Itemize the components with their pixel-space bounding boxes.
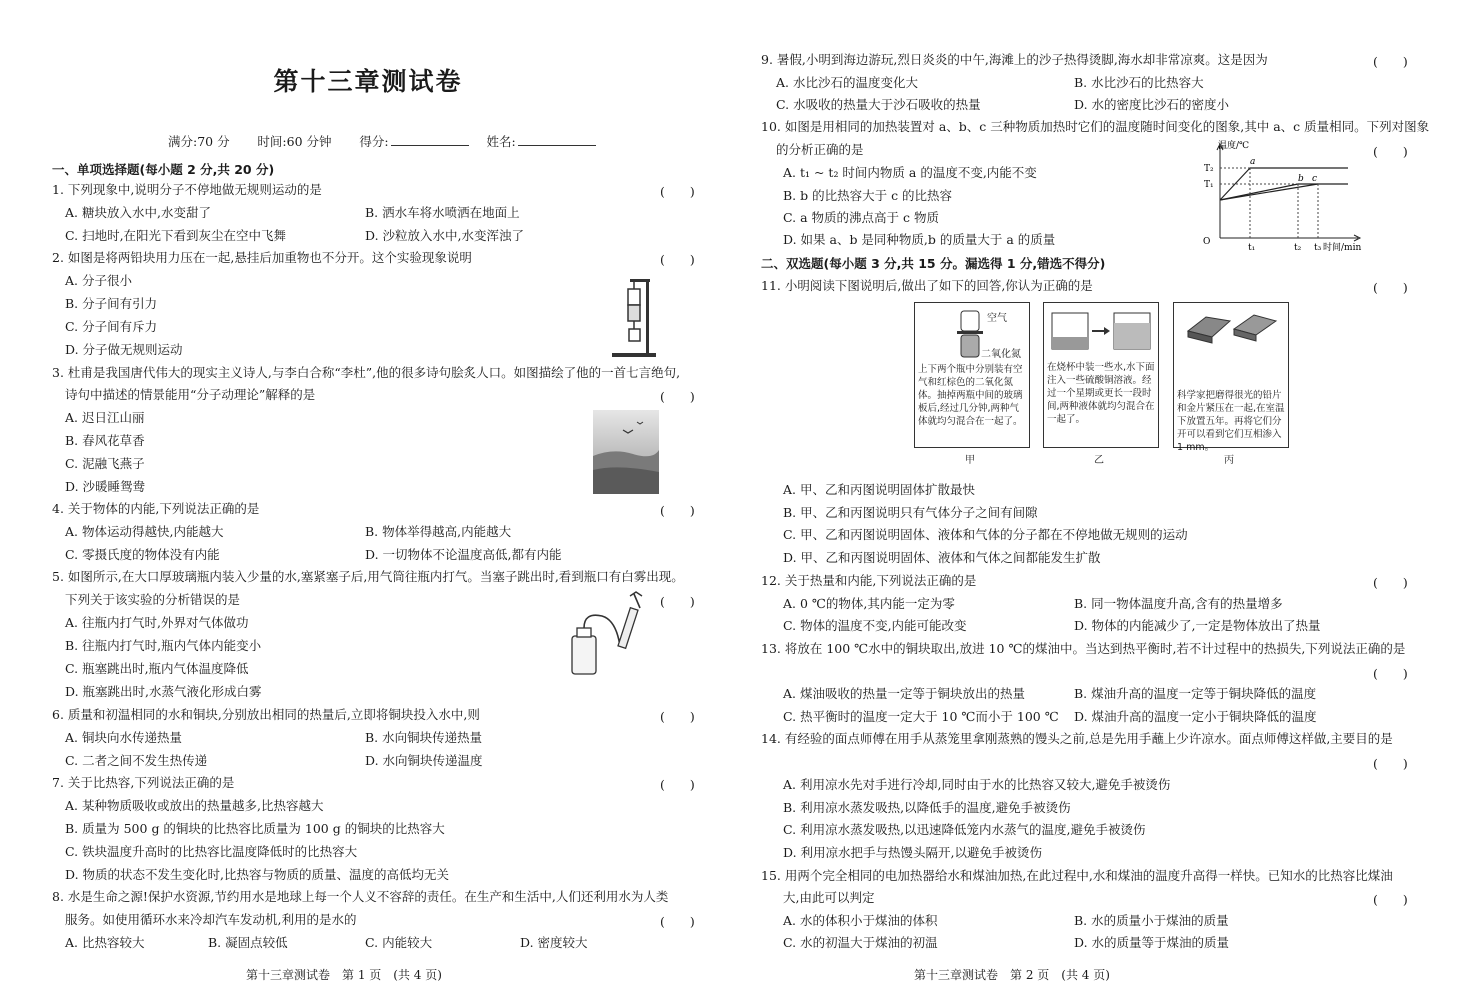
q11-stem: 11. 小明阅读下图说明后,做出了如下的回答,你认为正确的是 xyxy=(761,278,1093,293)
q13-option-d: D. 煤油升高的温度一定小于铜块降低的温度 xyxy=(1074,709,1317,724)
q7-stem: 7. 关于比热容,下列说法正确的是 xyxy=(52,775,235,790)
q13-option-c: C. 热平衡时的温度一定大于 10 ℃而小于 100 ℃ xyxy=(783,709,1059,724)
q4-answer-paren[interactable]: ( ) xyxy=(660,503,695,518)
graph-t3-tick: t₃ xyxy=(1314,243,1322,253)
page-title: 第十三章测试卷 xyxy=(273,67,463,96)
panel-yi xyxy=(1043,302,1159,448)
q7-option-a: A. 某种物质吸收或放出的热量越多,比热容越大 xyxy=(65,798,324,813)
q12-answer-paren[interactable]: ( ) xyxy=(1373,575,1408,590)
q10-option-d: D. 如果 a、b 是同种物质,b 的质量大于 a 的质量 xyxy=(783,232,1056,247)
q7-option-c: C. 铁块温度升高时的比热容比温度降低时的比热容大 xyxy=(65,844,358,859)
panel-jia-text: 上下两个瓶中分别装有空气和红棕色的二氧化氮体。抽掉两瓶中间的玻璃板后,经过几分钟,两种气体就均匀混合在一起了。 xyxy=(918,364,1023,427)
q9-option-c: C. 水吸收的热量大于沙石吸收的热量 xyxy=(776,97,981,112)
q10-option-a: A. t₁ ~ t₂ 时间内物质 a 的温度不变,内能不变 xyxy=(783,165,1037,180)
q6-option-d: D. 水向铜块传递温度 xyxy=(365,753,483,768)
q5-stem-line2: 下列关于该实验的分析错误的是 xyxy=(65,592,241,607)
q5-option-c: C. 瓶塞跳出时,瓶内气体温度降低 xyxy=(65,661,249,676)
q4-option-b: B. 物体举得越高,内能越大 xyxy=(365,524,512,539)
q6-option-a: A. 铜块向水传递热量 xyxy=(65,730,182,745)
page-2 xyxy=(736,0,1473,999)
panel-yi-text: 在烧杯中装一些水,水下面注入一些硫酸铜溶液。经过一个星期或更长一段时间,两种液体就均匀混合在一起了。 xyxy=(1047,362,1155,425)
q5-option-d: D. 瓶塞跳出时,水蒸气液化形成白雾 xyxy=(65,684,262,699)
q11-option-a: A. 甲、乙和丙图说明固体扩散最快 xyxy=(783,482,975,497)
page-footer: 第十三章测试卷 第 1 页 (共 4 页) xyxy=(246,968,442,982)
graph-ylabel: 温度/℃ xyxy=(1218,141,1250,151)
q14-option-b: B. 利用凉水蒸发吸热,以降低手的温度,避免手被烫伤 xyxy=(783,800,1071,815)
graph-origin: O xyxy=(1203,237,1211,247)
q4-option-c: C. 零摄氏度的物体没有内能 xyxy=(65,547,220,562)
q13-option-b: B. 煤油升高的温度一定等于铜块降低的温度 xyxy=(1074,686,1317,701)
curve-b-label: b xyxy=(1298,174,1304,184)
q14-answer-paren[interactable]: ( ) xyxy=(1373,756,1408,771)
q6-option-c: C. 二者之间不发生热传递 xyxy=(65,753,208,768)
curve-c-label: c xyxy=(1312,174,1318,184)
q1-option-d: D. 沙粒放入水中,水变浑浊了 xyxy=(365,228,524,243)
q2-option-d: D. 分子做无规则运动 xyxy=(65,342,183,357)
q1-option-c: C. 扫地时,在阳光下看到灰尘在空中飞舞 xyxy=(65,228,287,243)
q11-option-b: B. 甲、乙和丙图说明只有气体分子之间有间隙 xyxy=(783,505,1038,520)
q8-option-d: D. 密度较大 xyxy=(520,935,588,950)
q8-option-a: A. 比热容较大 xyxy=(65,935,145,950)
graph-t2-label: T₂ xyxy=(1204,164,1214,174)
q6-stem: 6. 质量和初温相同的水和铜块,分别放出相同的热量后,立即将铜块投入水中,则 xyxy=(52,707,480,722)
panel-yi-label: 乙 xyxy=(1094,455,1104,466)
q8-option-b: B. 凝固点较低 xyxy=(208,935,288,950)
q2-stem: 2. 如图是将两铅块用力压在一起,悬挂后加重物也不分开。这个实验现象说明 xyxy=(52,250,472,265)
q1-stem: 1. 下列现象中,说明分子不停地做无规则运动的是 xyxy=(52,182,322,197)
q14-option-d: D. 利用凉水把手与热馒头隔开,以避免手被烫伤 xyxy=(783,845,1042,860)
q10-stem-line1: 10. 如图是用相同的加热装置对 a、b、c 三种物质加热时它们的温度随时间变化的图象,其中 a、c 质量相同。下列对图象 xyxy=(761,119,1430,134)
panel-jia xyxy=(914,302,1030,448)
q4-option-d: D. 一切物体不论温度高低,都有内能 xyxy=(365,547,562,562)
air-label: 空气 xyxy=(987,313,1007,324)
q15-stem-line2: 大,由此可以判定 xyxy=(783,890,875,905)
q4-option-a: A. 物体运动得越快,内能越大 xyxy=(65,524,224,539)
q14-option-c: C. 利用凉水蒸发吸热,以迅速降低笼内水蒸气的温度,避免手被烫伤 xyxy=(783,822,1146,837)
q5-option-b: B. 往瓶内打气时,瓶内气体内能变小 xyxy=(65,638,262,653)
score-line xyxy=(168,132,610,150)
q15-option-c: C. 水的初温大于煤油的初温 xyxy=(783,935,938,950)
q8-stem-line1: 8. 水是生命之源!保护水资源,节约用水是地球上每一个人义不容辞的责任。在生产和生活中,人们还利用水为人类 xyxy=(52,889,669,904)
q8-stem-line2: 服务。如使用循环水来冷却汽车发动机,利用的是水的 xyxy=(65,912,357,927)
graph-t2-tick: t₂ xyxy=(1294,243,1302,253)
q15-option-b: B. 水的质量小于煤油的质量 xyxy=(1074,913,1229,928)
curve-a-label: a xyxy=(1250,157,1256,167)
q15-stem-line1: 15. 用两个完全相同的电加热器给水和煤油加热,在此过程中,水和煤油的温度升高得一样快。已知水的比热容比煤油 xyxy=(761,868,1393,883)
q3-option-b: B. 春风花草香 xyxy=(65,433,145,448)
graph-xlabel: 时间/min xyxy=(1323,243,1362,253)
q11-answer-paren[interactable]: ( ) xyxy=(1373,280,1408,295)
q15-option-d: D. 水的质量等于煤油的质量 xyxy=(1074,935,1230,950)
q9-answer-paren[interactable]: ( ) xyxy=(1373,54,1408,69)
q9-option-a: A. 水比沙石的温度变化大 xyxy=(776,75,918,90)
full-score: 满分:70 分 xyxy=(168,134,230,149)
q9-stem: 9. 暑假,小明到海边游玩,烈日炎炎的中午,海滩上的沙子热得烫脚,海水却非常凉爽。这是因为 xyxy=(761,52,1268,67)
q2-option-a: A. 分子很小 xyxy=(65,273,132,288)
q13-option-a: A. 煤油吸收的热量一定等于铜块放出的热量 xyxy=(783,686,1025,701)
q14-option-a: A. 利用凉水先对手进行冷却,同时由于水的比热容又较大,避免手被烫伤 xyxy=(783,777,1171,792)
landscape-painting-image xyxy=(593,410,659,494)
section-2-heading: 二、双选题(每小题 3 分,共 15 分。漏选得 1 分,错选不得分) xyxy=(761,256,1106,271)
q12-option-b: B. 同一物体温度升高,含有的热量增多 xyxy=(1074,596,1283,611)
q3-option-c: C. 泥融飞燕子 xyxy=(65,456,145,471)
q12-option-d: D. 物体的内能减少了,一定是物体放出了热量 xyxy=(1074,618,1321,633)
panel-bing-text: 科学家把磨得很光的铅片和金片紧压在一起,在室温下放置五年。再将它们分开可以看到它们互相渗入1 mm。 xyxy=(1177,390,1285,453)
q2-answer-paren[interactable]: ( ) xyxy=(660,252,695,267)
page-footer: 第十三章测试卷 第 2 页 (共 4 页) xyxy=(914,968,1110,982)
section-1-heading: 一、单项选择题(每小题 2 分,共 20 分) xyxy=(52,162,275,177)
page-1 xyxy=(0,0,736,999)
q15-option-a: A. 水的体积小于煤油的体积 xyxy=(783,913,938,928)
q3-stem-line1: 3. 杜甫是我国唐代伟大的现实主义诗人,与李白合称“李杜”,他的很多诗句脍炙人口。如图描绘了他的一首七言绝句, xyxy=(52,365,681,380)
graph-t1-tick: t₁ xyxy=(1248,243,1256,253)
q12-option-c: C. 物体的温度不变,内能可能改变 xyxy=(783,618,967,633)
panel-bing-label: 丙 xyxy=(1224,455,1234,466)
q9-option-b: B. 水比沙石的比热容大 xyxy=(1074,75,1204,90)
q3-option-a: A. 迟日江山丽 xyxy=(65,410,145,425)
q13-answer-paren[interactable]: ( ) xyxy=(1373,666,1408,681)
q9-option-d: D. 水的密度比沙石的密度小 xyxy=(1074,97,1230,112)
q10-option-b: B. b 的比热容大于 c 的比热容 xyxy=(783,188,953,203)
q5-answer-paren[interactable]: ( ) xyxy=(660,594,695,609)
score-label: 得分: xyxy=(359,134,389,149)
bottle-pump-figure xyxy=(566,590,656,676)
q13-stem: 13. 将放在 100 ℃水中的铜块取出,放进 10 ℃的煤油中。当达到热平衡时,若不计过程中的热损失,下列说法正确的是 xyxy=(761,641,1406,656)
q10-answer-paren[interactable]: ( ) xyxy=(1373,144,1408,159)
q10-option-c: C. a 物质的沸点高于 c 物质 xyxy=(783,210,939,225)
q6-option-b: B. 水向铜块传递热量 xyxy=(365,730,483,745)
q6-answer-paren[interactable]: ( ) xyxy=(660,709,695,724)
no2-label: 二氧化氮 xyxy=(981,349,1021,360)
q5-stem-line1: 5. 如图所示,在大口厚玻璃瓶内装入少量的水,塞紧塞子后,用气筒往瓶内打气。当塞子跳出时,看到瓶口有白雾出现。 xyxy=(52,569,684,584)
temperature-time-graph xyxy=(1198,138,1373,253)
score-blank[interactable] xyxy=(391,135,469,146)
q7-answer-paren[interactable]: ( ) xyxy=(660,777,695,792)
q15-answer-paren[interactable]: ( ) xyxy=(1373,892,1408,907)
q10-stem-line2: 的分析正确的是 xyxy=(776,142,864,157)
q1-option-b: B. 洒水车将水喷洒在地面上 xyxy=(365,205,520,220)
q3-option-d: D. 沙暖睡鸳鸯 xyxy=(65,479,146,494)
q5-option-a: A. 往瓶内打气时,外界对气体做功 xyxy=(65,615,249,630)
q11-option-c: C. 甲、乙和丙图说明固体、液体和气体的分子都在不停地做无规则的运动 xyxy=(783,527,1188,542)
q8-answer-paren[interactable]: ( ) xyxy=(660,914,695,929)
panel-jia-label: 甲 xyxy=(965,455,975,466)
metal-plates-figure xyxy=(1184,311,1278,351)
name-label: 姓名: xyxy=(486,134,516,149)
graph-t1-label: T₁ xyxy=(1204,180,1214,190)
q11-option-d: D. 甲、乙和丙图说明固体、液体和气体之间都能发生扩散 xyxy=(783,550,1101,565)
q12-stem: 12. 关于热量和内能,下列说法正确的是 xyxy=(761,573,977,588)
q2-option-c: C. 分子间有斥力 xyxy=(65,319,158,334)
q12-option-a: A. 0 ℃的物体,其内能一定为零 xyxy=(783,596,955,611)
q3-stem-line2: 诗句中描述的情景能用“分子动理论”解释的是 xyxy=(65,387,316,402)
q14-stem: 14. 有经验的面点师傅在用手从蒸笼里拿刚蒸熟的馒头之前,总是先用手蘸上少许凉水。面点师傅这样做,主要目的是 xyxy=(761,731,1393,746)
time-limit: 时间:60 分钟 xyxy=(257,134,332,149)
name-blank[interactable] xyxy=(518,135,596,146)
q2-option-b: B. 分子间有引力 xyxy=(65,296,158,311)
panel-bing xyxy=(1173,302,1289,453)
beakers-figure xyxy=(1048,309,1154,353)
q7-option-b: B. 质量为 500 g 的铜块的比热容比质量为 100 g 的铜块的比热容大 xyxy=(65,821,445,836)
q7-option-d: D. 物质的状态不发生变化时,比热容与物质的质量、温度的高低均无关 xyxy=(65,867,449,882)
q1-answer-paren[interactable]: ( ) xyxy=(660,184,695,199)
q3-answer-paren[interactable]: ( ) xyxy=(660,389,695,404)
q8-option-c: C. 内能较大 xyxy=(365,935,433,950)
q1-option-a: A. 糖块放入水中,水变甜了 xyxy=(65,205,211,220)
lead-blocks-figure xyxy=(612,275,668,360)
q4-stem: 4. 关于物体的内能,下列说法正确的是 xyxy=(52,501,260,516)
